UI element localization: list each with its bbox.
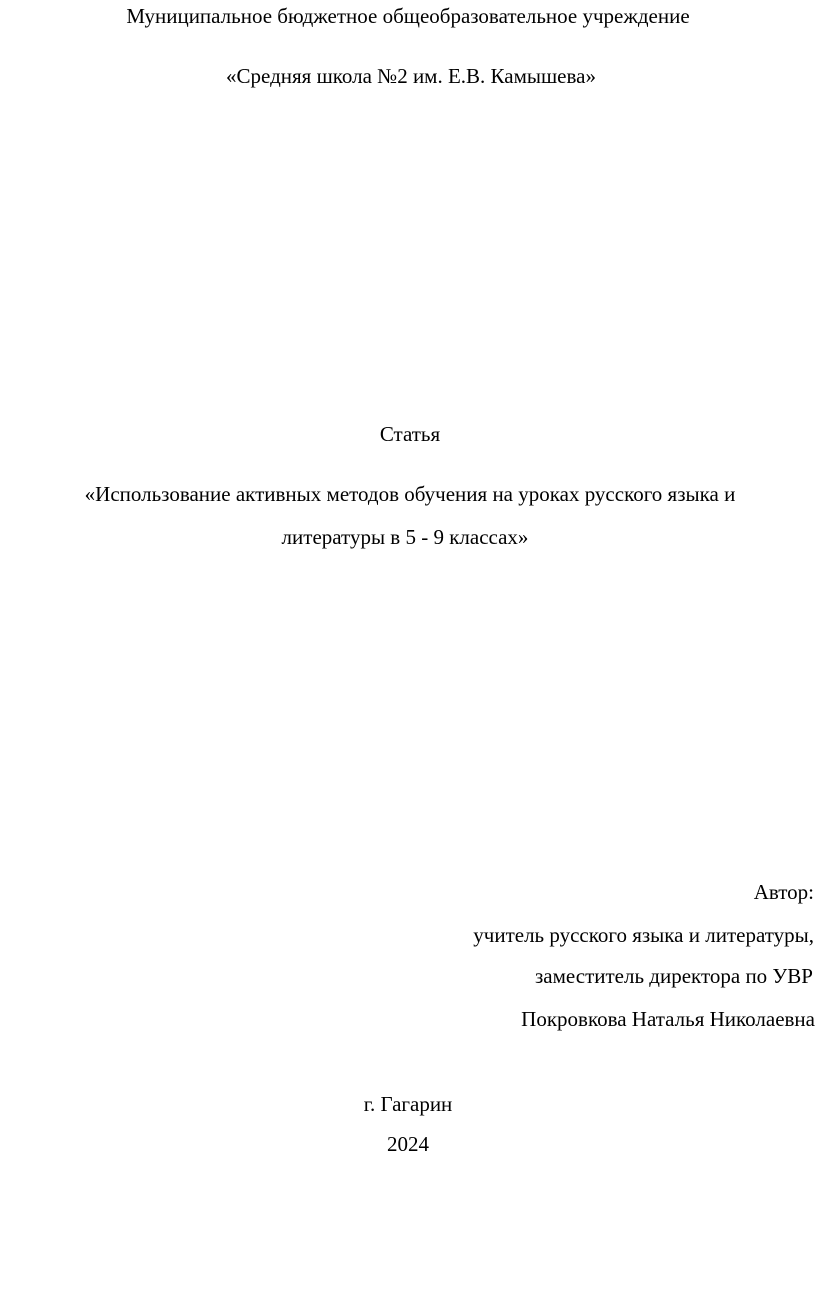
article-title-line-2: литературы в 5 - 9 классах» <box>281 525 529 549</box>
author-label: Автор: <box>753 880 814 904</box>
city: г. Гагарин <box>363 1092 453 1116</box>
year: 2024 <box>387 1132 429 1156</box>
article-title-line-1: «Использование активных методов обучения на уроках русского языка и <box>84 482 736 506</box>
article-label: Статья <box>379 422 441 446</box>
institution-name: Муниципальное бюджетное общеобразовательное учреждение <box>126 4 690 28</box>
author-name: Покровкова Наталья Николаевна <box>521 1007 815 1031</box>
author-position-2: заместитель директора по УВР <box>535 964 813 988</box>
school-name: «Средняя школа №2 им. Е.В. Камышева» <box>226 64 596 88</box>
author-position-1: учитель русского языка и литературы, <box>473 923 814 947</box>
